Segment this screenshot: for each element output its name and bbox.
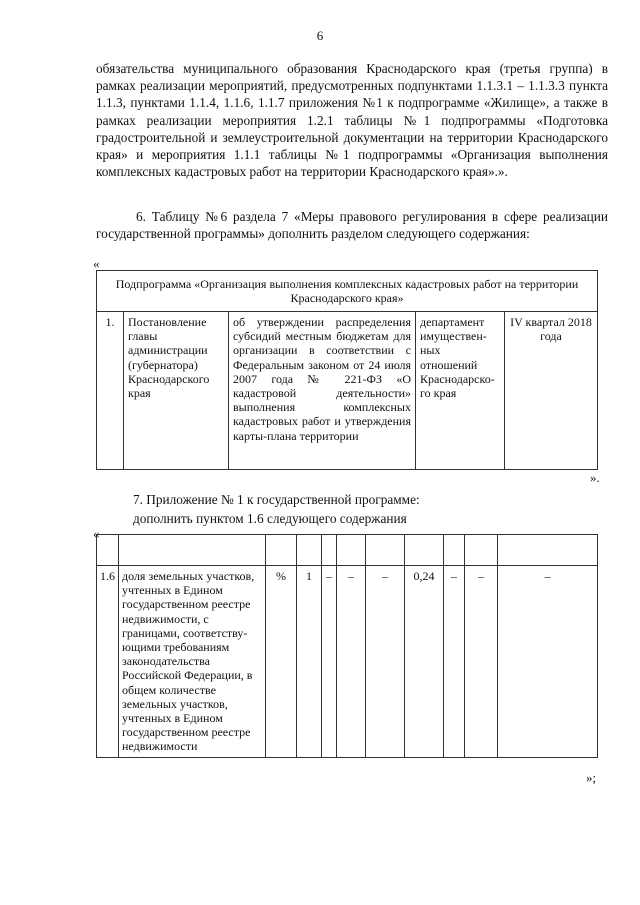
value-cell: – xyxy=(337,566,366,758)
legal-measures-table xyxy=(96,270,598,470)
paragraph-7-line-1: 7. Приложение № 1 к государственной программе: xyxy=(133,492,420,507)
value-cell: – xyxy=(498,566,598,758)
document-content: об утверждении распределения субсидий местным бюджетам для организации в соответствии с Федеральным законом от 24 июля 2007 года № 221-ФЗ «О кадастровой деятельности» выполнения комплексных кадастровых работ и утверждения карты-плана территории xyxy=(229,312,416,470)
indicators-table xyxy=(96,534,598,758)
paragraph-7-line-2: дополнить пунктом 1.6 следующего содержания xyxy=(133,511,407,526)
table-row xyxy=(97,566,598,758)
page-number: 6 xyxy=(316,28,324,43)
value-cell: – xyxy=(366,566,405,758)
deadline: IV квартал 2018 года xyxy=(505,312,598,470)
indicator-name: доля земельных участков, учтенных в Едином государственном реестре недвижимости, с границами, соответству-ющими требованиям законодательства Российской Федерации, в общем количестве земельных участков, учтенных в Едином государственном реестре недвижимости xyxy=(119,566,266,758)
paragraph-6: 6. Таблицу №6 раздела 7 «Меры правового регулирования в сфере реализации государственной программы» дополнить разделом следующего содержания: xyxy=(96,209,608,242)
unit: % xyxy=(266,566,297,758)
row-number: 1.6 xyxy=(97,566,119,758)
close-quote-2: »; xyxy=(586,770,597,785)
value-cell: 0,24 xyxy=(405,566,444,758)
table-row xyxy=(97,312,598,470)
close-quote-1: ». xyxy=(590,470,600,485)
status: 1 xyxy=(297,566,322,758)
row-number: 1. xyxy=(97,312,124,470)
open-quote-2: « xyxy=(93,526,100,541)
value-cell: – xyxy=(465,566,498,758)
value-cell: – xyxy=(444,566,465,758)
paragraph-intro: обязательства муниципального образования Краснодарского края (третья группа) в рамках реализации мероприятий, предусмотренных подпунктами 1.1.3.1 – 1.1.3.3 пункта 1.1.3, пунктами 1.1.4, 1.1.6, 1.1.7 приложения №1 к подпрограмме «Жилище», а также в рамках реализации мероприятия 1.2.1 таблицы №1 подпрограммы «Подготовка градостроительной и землеустроительной документации на территории Краснодарского края» и мероприятия 1.1.1 таблицы №1 подпрограммы «Организация выполнения комплексных кадастровых работ на территории Краснодарского края».». xyxy=(96,61,608,180)
open-quote-1: « xyxy=(93,256,100,271)
subprogram-header: Подпрограмма «Организация выполнения комплексных кадастровых работ на территории Краснодарского края» xyxy=(97,271,598,312)
value-cell: – xyxy=(322,566,337,758)
document-type: Постановление главы администрации (губернатора) Краснодарского края xyxy=(124,312,229,470)
executor: департамент имуществен-ных отношений Краснодарско-го края xyxy=(416,312,505,470)
